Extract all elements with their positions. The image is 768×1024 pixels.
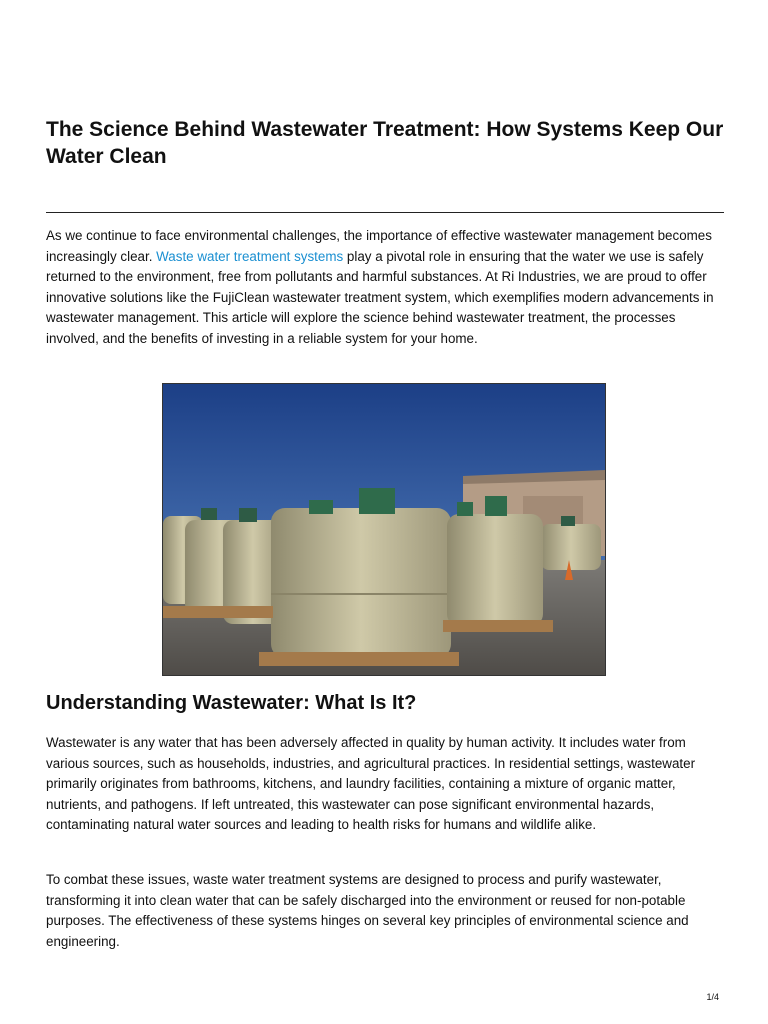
body-paragraph-2: To combat these issues, waste water treatment systems are designed to process and purify wastewater, transforming it into clean water that can be safely discharged into the environment or reused for non-potable purposes. The effectiveness of these systems hinges on several key principles of environmental science and engineering.	[46, 872, 689, 949]
intro-text-after-link: play a pivotal role in ensuring that the water we use is safely returned to the environment, free from pollutants and harmful substances. At Ri Industries, we are proud to offer innovative solutions like the FujiClean wastewater treatment system, which exemplifies modern advancements in wastewater management. This article will explore the science behind wastewater treatment, the processes involved, and the benefits of investing in a reliable system for your home.	[46, 248, 714, 346]
intro-text-before-link: As we continue to face environmental challenges, the importance of effective wastewater management becomes increasingly clear.	[46, 228, 712, 264]
section-heading: Understanding Wastewater: What Is It?	[46, 692, 417, 714]
intro-paragraph	[46, 226, 724, 350]
body-paragraph-1: Wastewater is any water that has been adversely affected in quality by human activity. It includes water from various sources, such as households, industries, and agricultural practices. In residential settings, wastewater primarily originates from bathrooms, kitchens, and laundry facilities, containing a mixture of organic matter, nutrients, and pathogens. If left untreated, this wastewater can pose significant environmental hazards, contaminating natural water sources and leading to health risks for humans and wildlife alike.	[46, 735, 696, 833]
page-number: 1/4	[706, 992, 719, 1002]
wastewater-systems-link[interactable]: Waste water treatment systems	[156, 248, 344, 264]
title-divider	[46, 212, 724, 213]
septic-tanks-photo	[162, 383, 606, 676]
article-title: The Science Behind Wastewater Treatment: How Systems Keep Our Water Clean	[46, 118, 724, 168]
